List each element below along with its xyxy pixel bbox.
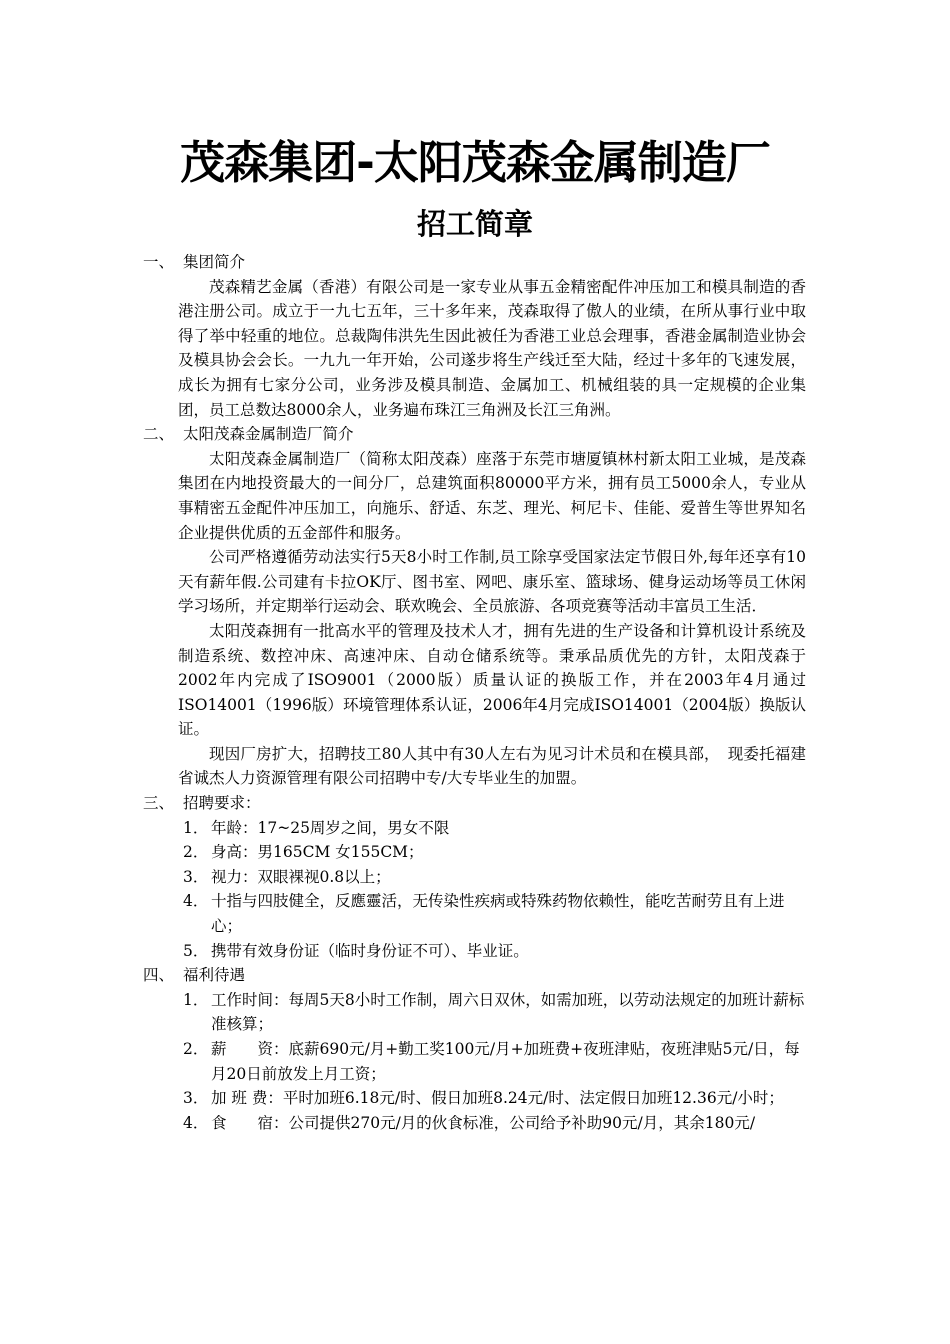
list-item-number: 2． (183, 1040, 209, 1058)
section-title: 招聘要求： (183, 794, 261, 813)
list-item-text: 薪 资：底薪690元/月+勤工奖100元/月+加班费+夜班津贴，夜班津贴5元/日，每月20日前放发上月工资； (211, 1040, 800, 1083)
list-item-number: 1． (183, 990, 209, 1009)
section-number: 四、 (143, 966, 175, 985)
list-item-number: 5． (183, 941, 209, 960)
paragraph: 太阳茂森金属制造厂（简称太阳茂森）座落于东莞市塘厦镇林村新太阳工业城，是茂森集团在内地投资最大的一间分厂，总建筑面积80000平方米，拥有员工5000余人，专业从事精密五金配件冲压加工，向施乐、舒适、东芝、理光、柯尼卡、佳能、爱普生等世界知名企业提供优质的五金部件和服务。 (178, 449, 806, 542)
paragraph: 太阳茂森拥有一批高水平的管理及技术人才，拥有先进的生产设备和计算机设计系统及制造系统、数控冲床、高速冲床、自动仓储系统等。秉承品质优先的方针，太阳茂森于2002年内完成了ISO9001（2000版）质量认证的换版工作，并在2003年4月通过ISO14001（1996版）环境管理体系认证，2006年4月完成ISO14001（2004版）换版认证。 (178, 621, 806, 739)
list-item-text: 携带有效身份证（临时身份证不可）、毕业证。 (211, 941, 529, 960)
list-item (0, 889, 950, 938)
list-item-text: 工作时间：每周5天8小时工作制，周六日双休，如需加班，以劳动法规定的加班计薪标准核算； (211, 990, 805, 1034)
document-subtitle: 招工简章 (416, 207, 533, 241)
section-heading (0, 422, 950, 447)
document-body (0, 250, 950, 1135)
list-item (0, 840, 950, 865)
list-item (0, 1037, 950, 1086)
list-item (0, 816, 950, 841)
paragraph: 茂森精艺金属（香港）有限公司是一家专业从事五金精密配件冲压加工和模具制造的香港注册公司。成立于一九七五年，三十多年来，茂森取得了傲人的业绩，在所从事行业中取得了举中轻重的地位。总裁陶伟洪先生因此被任为香港工业总会理事，香港金属制造业协会及模具协会会长。一九九一年开始，公司遂步将生产线迁至大陆，经过十多年的飞速发展，成长为拥有七家分公司，业务涉及模具制造、金属加工、机械组装的具一定规模的企业集团，员工总数达8000余人，业务遍布珠江三角洲及长江三角洲。 (178, 277, 806, 419)
section-number: 三、 (143, 794, 175, 813)
list-item-number: 3． (183, 1089, 209, 1108)
paragraph: 现因厂房扩大，招聘技工80人其中有30人左右为见习计术员和在模具部， 现委托福建省诚杰人力资源管理有限公司招聘中专/大专毕业生的加盟。 (178, 744, 806, 788)
section-title: 福利待遇 (183, 966, 246, 985)
document-title: 茂森集团-太阳茂森金属制造厂 (180, 136, 770, 189)
section-heading (0, 250, 950, 275)
list-item-text: 食 宿：公司提供270元/月的伙食标准，公司给予补助90元/月，其余180元/ (211, 1113, 756, 1132)
list-item-number: 4． (183, 1113, 209, 1132)
list-item-text: 年龄：17~25周岁之间，男女不限 (211, 818, 450, 837)
list-item-number: 1． (183, 818, 209, 837)
section-number: 一、 (143, 253, 175, 271)
paragraph: 公司严格遵循劳动法实行5天8小时工作制,员工除享受国家法定节假日外,每年还享有10天有薪年假.公司建有卡拉OK厅、图书室、网吧、康乐室、篮球场、健身运动场等员工休闲学习场所，并定期举行运动会、联欢晚会、全员旅游、各项竞赛等活动丰富员工生活． (178, 548, 806, 616)
section-number: 二、 (143, 425, 175, 444)
list-item-number: 3． (183, 867, 209, 886)
list-item-number: 2． (183, 843, 209, 862)
section-title: 集团简介 (183, 253, 246, 271)
section-heading (0, 963, 950, 988)
list-item (0, 988, 950, 1037)
list-item (0, 939, 950, 964)
section-heading (0, 791, 950, 816)
list-item (0, 1086, 950, 1111)
list-item-text: 身高：男165CM 女155CM； (211, 843, 424, 862)
list-item (0, 1111, 950, 1136)
list-item-text: 视力：双眼裸视0.8以上； (211, 867, 391, 886)
list-item-text: 加 班 费：平时加班6.18元/时、假日加班8.24元/时、法定假日加班12.36元/小时； (211, 1089, 784, 1108)
list-item-text: 十指与四肢健全，反應靈活，无传染性疾病或特殊药物依赖性，能吃苦耐劳且有上进心； (211, 892, 785, 936)
list-item-number: 4． (183, 892, 209, 911)
section-title: 太阳茂森金属制造厂简介 (183, 425, 354, 444)
list-item (0, 865, 950, 890)
